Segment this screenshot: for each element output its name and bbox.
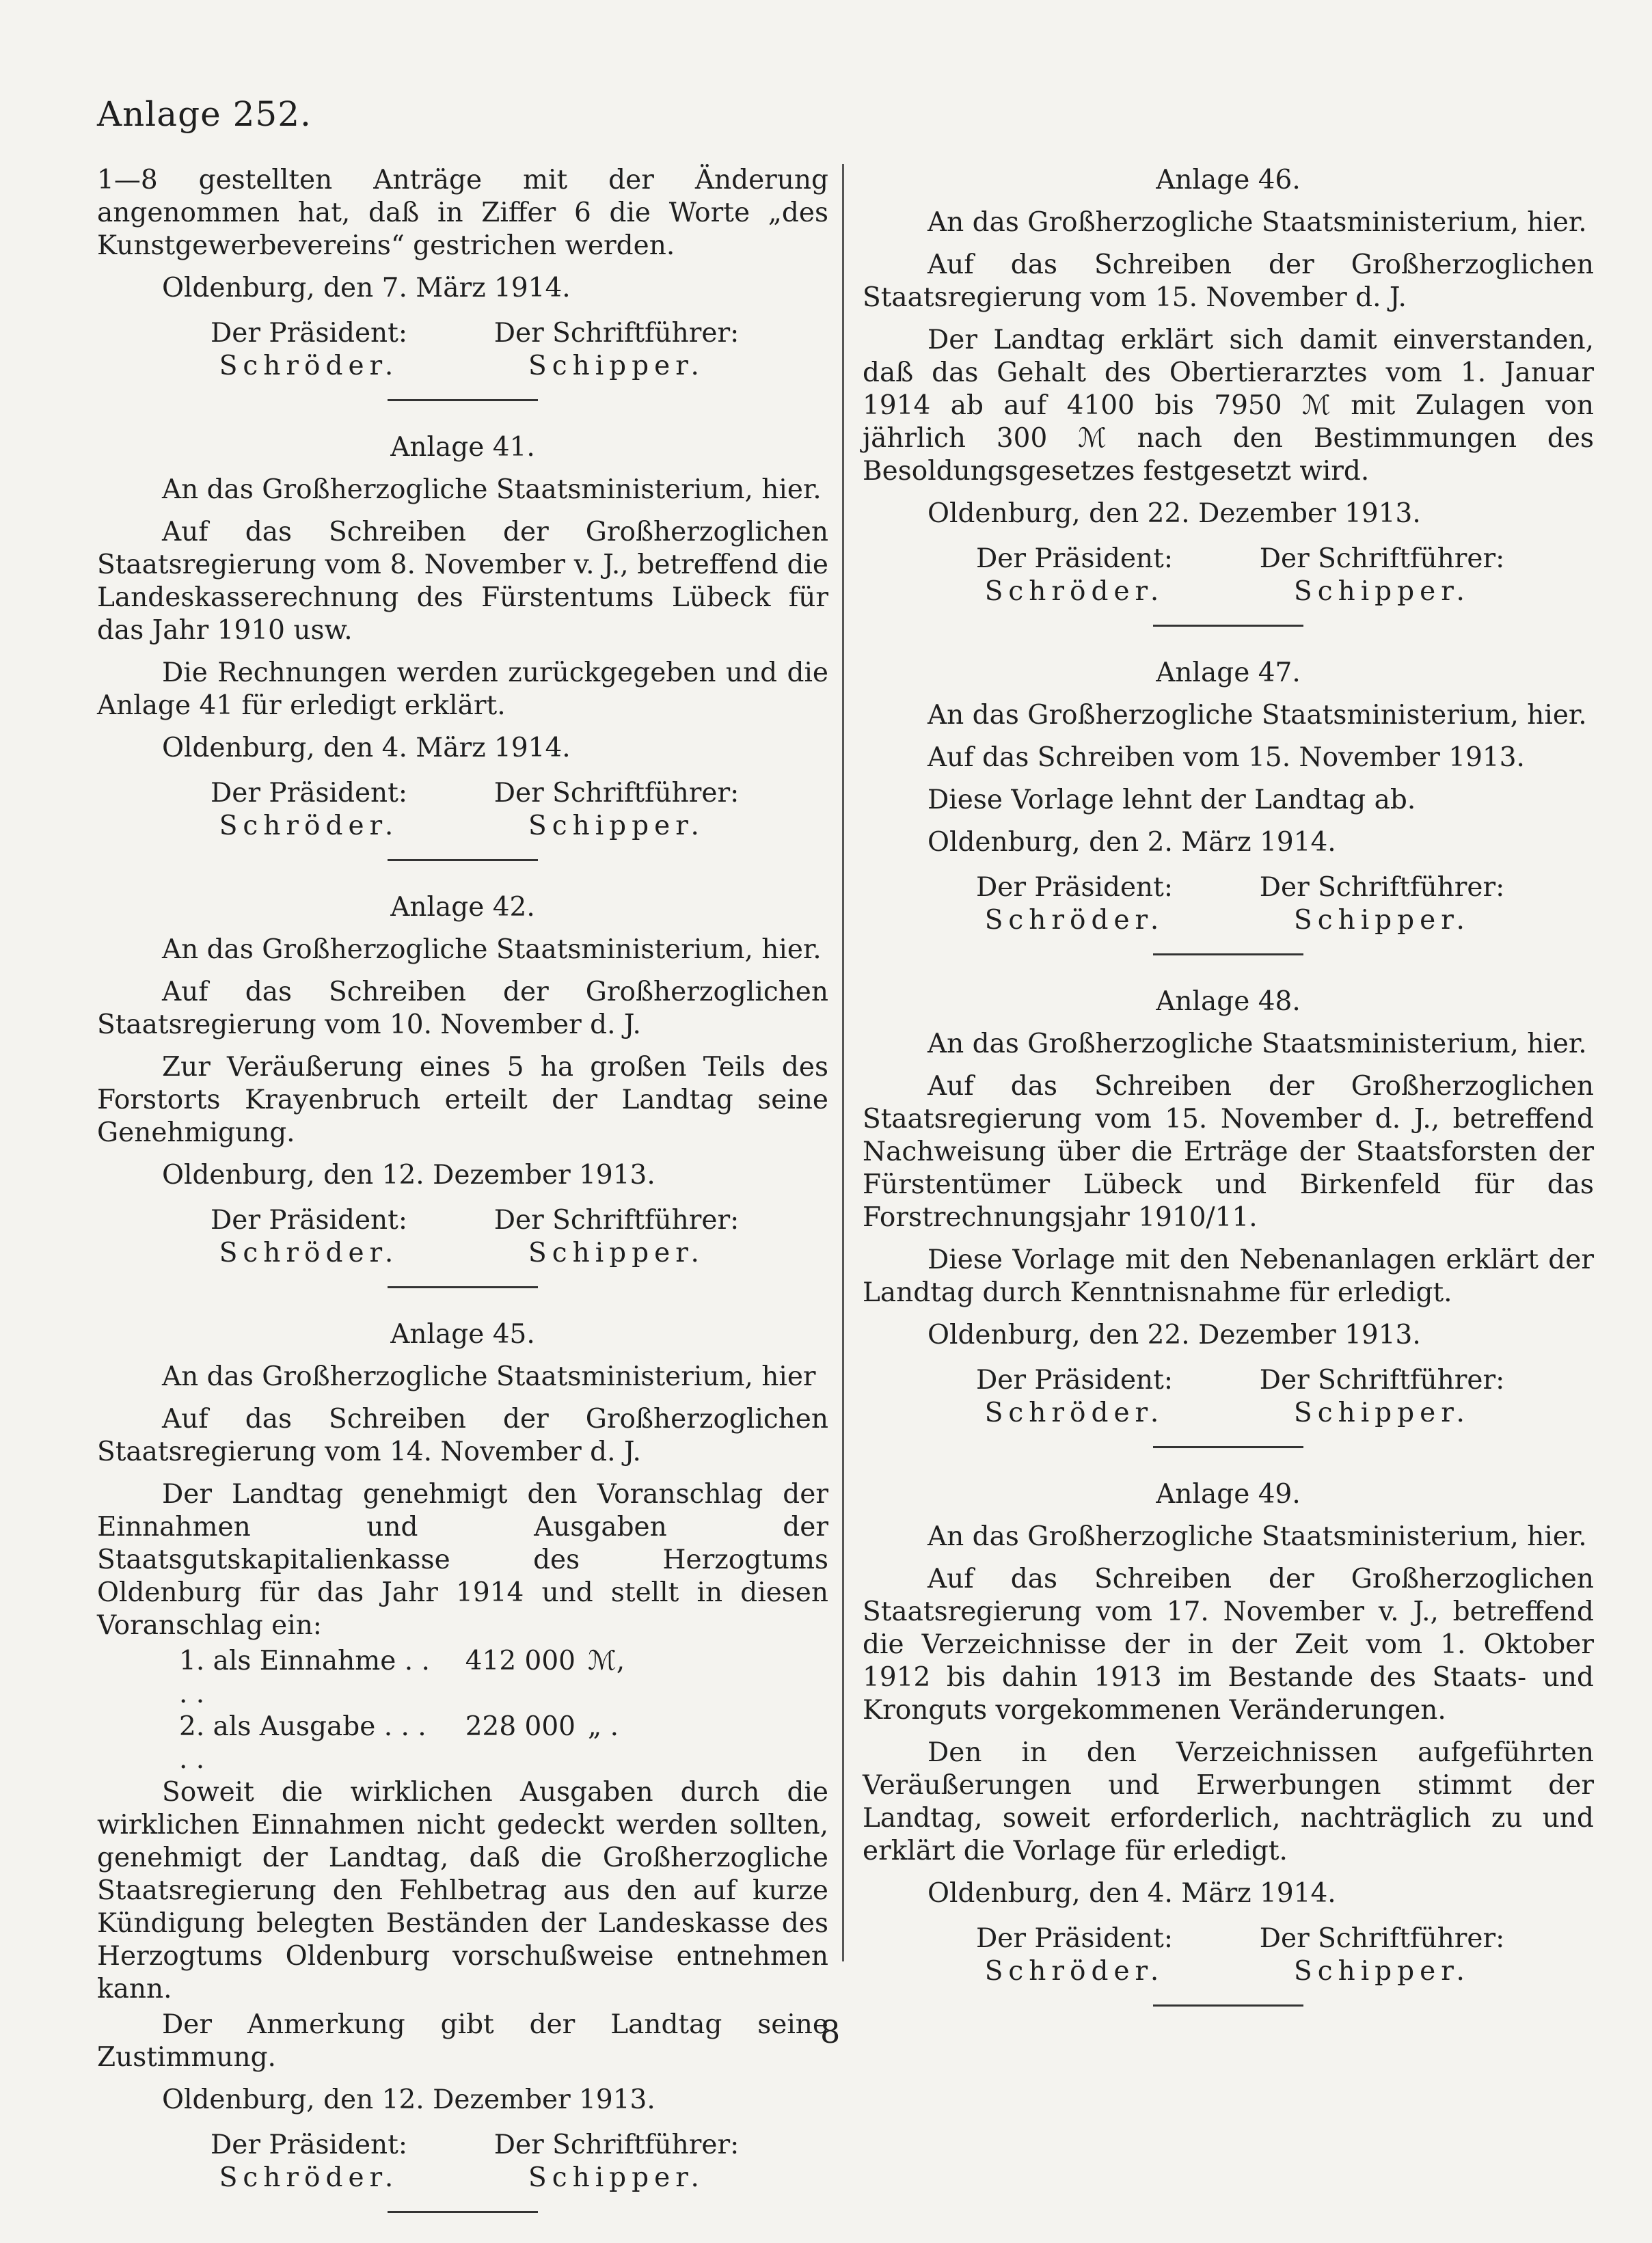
secretary-name: Schipper.: [1294, 1956, 1470, 1987]
date-line: Oldenburg, den 4. März 1914.: [162, 733, 571, 763]
addressee: An das Großherzogliche Staatsministerium, hier.: [162, 474, 822, 505]
signature-names: [97, 1237, 828, 1270]
paragraph: Die Rechnungen werden zurückgegeben und die Anlage 41 für erledigt erklärt.: [97, 657, 828, 721]
addressee: An das Großherzogliche Staatsministerium, hier.: [927, 1029, 1587, 1059]
paragraph: Der Landtag genehmigt den Voranschlag der Einnahmen und Ausgaben der Staatsgutskapitalienkasse des Herzogtums Oldenburg für das Jahr 1914 und stellt in diesen Voranschlag ein:: [97, 1479, 828, 1641]
paragraph: Soweit die wirklichen Ausgaben durch die wirklichen Einnahmen nicht gedeckt werden sollten, genehmigt der Landtag, daß die Großherzogliche Staatsregierung den Fehlbetrag aus den auf kurze Kündigung belegten Beständen der Landeskasse des Herzogtums Oldenburg vorschußweise entnehmen kann.: [97, 1777, 828, 2004]
president-name: Schröder.: [219, 1238, 399, 1268]
secretary-name: Schipper.: [1294, 576, 1470, 607]
secretary-title: Der Schriftführer:: [1259, 872, 1505, 903]
paragraph: Auf das Schreiben der Großherzoglichen Staatsregierung vom 10. November d. J.: [97, 977, 828, 1040]
paragraph: Diese Vorlage lehnt der Landtag ab.: [927, 785, 1416, 815]
secretary-title: Der Schriftführer:: [1259, 1365, 1505, 1396]
paragraph: Der Landtag erklärt sich damit einverstanden, daß das Gehalt des Obertierarztes vom 1. Januar 1914 ab auf 4100 bis 7950 ℳ mit Zulagen von jährlich 300 ℳ nach den Bestimmungen des Besoldungsgesetzes festgesetzt wird.: [863, 325, 1594, 487]
amount-unit: ℳ,: [588, 1646, 625, 1676]
amount-row: [179, 1645, 828, 1711]
addressee: An das Großherzogliche Staatsministerium, hier.: [927, 700, 1587, 731]
section-heading: Anlage 42.: [390, 892, 535, 923]
president-title: Der Präsident:: [976, 1365, 1173, 1396]
section-heading: Anlage 45.: [390, 1319, 535, 1350]
page-number: 8: [820, 2013, 841, 2050]
section-heading: Anlage 49.: [1156, 1479, 1301, 1510]
signature-names: [97, 350, 828, 383]
section-rule: [388, 1286, 538, 1288]
president-title: Der Präsident:: [211, 318, 407, 349]
secretary-title: Der Schriftführer:: [493, 1205, 740, 1236]
paragraph: Den in den Verzeichnissen aufgeführten Veräußerungen und Erwerbungen stimmt der Landtag, soweit erforderlich, nachträglich zu und erklärt die Vorlage für erledigt.: [863, 1737, 1594, 1866]
paragraph: Diese Vorlage mit den Nebenanlagen erklärt der Landtag durch Kenntnisnahme für erledigt.: [863, 1245, 1594, 1308]
left-column: [97, 164, 828, 2243]
section-heading: Anlage 46.: [1156, 165, 1301, 195]
date-line: Oldenburg, den 7. März 1914.: [162, 273, 571, 303]
secretary-title: Der Schriftführer:: [493, 318, 740, 349]
page-header: Anlage 252.: [97, 94, 312, 134]
amount-value: 228 000: [465, 1711, 576, 1742]
secretary-title: Der Schriftführer:: [493, 778, 740, 808]
addressee: An das Großherzogliche Staatsministerium, hier.: [162, 934, 822, 965]
amount-label: 2. als Ausgabe . . . . .: [179, 1711, 426, 1775]
paragraph: Auf das Schreiben der Großherzoglichen Staatsregierung vom 17. November v. J., betreffend die Verzeichnisse der in der Zeit vom 1. Oktober 1912 bis dahin 1913 im Bestande des Staats- und Kronguts vorgekommenen Veränderungen.: [863, 1564, 1594, 1726]
amount-list: [179, 1645, 828, 1776]
signature-names: [863, 1397, 1594, 1430]
date-line: Oldenburg, den 2. März 1914.: [927, 827, 1336, 858]
president-name: Schröder.: [984, 1956, 1165, 1987]
president-name: Schröder.: [219, 351, 399, 381]
president-name: Schröder.: [984, 905, 1165, 936]
secretary-name: Schipper.: [528, 2162, 705, 2193]
amount-row: [179, 1711, 828, 1776]
section-rule: [388, 859, 538, 861]
signature-titles: [97, 2129, 828, 2162]
section-rule: [388, 399, 538, 401]
signature-titles: [863, 1922, 1594, 1955]
right-column: [863, 164, 1594, 2037]
signature-names: [863, 904, 1594, 937]
paragraph: Der Anmerkung gibt der Landtag seine Zustimmung.: [97, 2009, 828, 2073]
signature-names: [97, 810, 828, 843]
secretary-title: Der Schriftführer:: [493, 2130, 740, 2160]
secretary-name: Schipper.: [1294, 1398, 1470, 1428]
president-title: Der Präsident:: [976, 1923, 1173, 1954]
secretary-title: Der Schriftführer:: [1259, 1923, 1505, 1954]
president-title: Der Präsident:: [211, 2130, 407, 2160]
president-name: Schröder.: [219, 2162, 399, 2193]
secretary-name: Schipper.: [528, 351, 705, 381]
amount-unit: „ .: [588, 1711, 619, 1742]
section-rule: [1153, 2004, 1303, 2007]
secretary-name: Schipper.: [1294, 905, 1470, 936]
date-line: Oldenburg, den 22. Dezember 1913.: [927, 498, 1421, 529]
continuation-text: 1—8 gestellten Anträge mit der Änderung angenommen hat, daß in Ziffer 6 die Worte „des Kunstgewerbevereins“ gestrichen werden.: [97, 165, 828, 261]
signature-titles: [97, 1204, 828, 1237]
section-rule: [1153, 953, 1303, 955]
president-title: Der Präsident:: [211, 778, 407, 808]
paragraph: Auf das Schreiben der Großherzoglichen Staatsregierung vom 15. November d. J.: [863, 249, 1594, 313]
paragraph: Auf das Schreiben der Großherzoglichen Staatsregierung vom 8. November v. J., betreffend die Landeskasserechnung des Fürstentums Lübeck für das Jahr 1910 usw.: [97, 517, 828, 646]
addressee: An das Großherzogliche Staatsministerium, hier.: [927, 207, 1587, 238]
signature-titles: [863, 543, 1594, 575]
signature-titles: [863, 1364, 1594, 1397]
signature-names: [97, 2162, 828, 2194]
signature-names: [863, 575, 1594, 608]
section-heading: Anlage 48.: [1156, 986, 1301, 1017]
president-name: Schröder.: [219, 811, 399, 841]
section-rule: [1153, 625, 1303, 627]
president-name: Schröder.: [984, 1398, 1165, 1428]
date-line: Oldenburg, den 12. Dezember 1913.: [162, 2084, 655, 2115]
signature-titles: [97, 317, 828, 350]
paragraph: Auf das Schreiben der Großherzoglichen Staatsregierung vom 14. November d. J.: [97, 1404, 828, 1467]
paragraph: Zur Veräußerung eines 5 ha großen Teils des Forstorts Krayenbruch erteilt der Landtag seine Genehmigung.: [97, 1052, 828, 1148]
president-title: Der Präsident:: [976, 872, 1173, 903]
secretary-name: Schipper.: [528, 1238, 705, 1268]
section-rule: [1153, 1446, 1303, 1448]
column-divider: [842, 164, 844, 1961]
addressee: An das Großherzogliche Staatsministerium, hier.: [927, 1521, 1587, 1552]
president-name: Schröder.: [984, 576, 1165, 607]
secretary-name: Schipper.: [528, 811, 705, 841]
amount-label: 1. als Einnahme . . . .: [179, 1646, 430, 1709]
section-heading: Anlage 41.: [390, 432, 535, 463]
signature-titles: [97, 777, 828, 810]
date-line: Oldenburg, den 4. März 1914.: [927, 1878, 1336, 1909]
date-line: Oldenburg, den 12. Dezember 1913.: [162, 1160, 655, 1191]
signature-names: [863, 1955, 1594, 1988]
secretary-title: Der Schriftführer:: [1259, 543, 1505, 574]
signature-titles: [863, 871, 1594, 904]
section-rule: [388, 2211, 538, 2213]
addressee: An das Großherzogliche Staatsministerium, hier: [162, 1361, 816, 1392]
date-line: Oldenburg, den 22. Dezember 1913.: [927, 1320, 1421, 1350]
president-title: Der Präsident:: [211, 1205, 407, 1236]
section-heading: Anlage 47.: [1156, 657, 1301, 688]
paragraph: Auf das Schreiben vom 15. November 1913.: [927, 742, 1525, 773]
paragraph: Auf das Schreiben der Großherzoglichen Staatsregierung vom 15. November d. J., betreffend Nachweisung über die Erträge der Staatsforsten der Fürstentümer Lübeck und Birkenfeld für das Forstrechnungsjahr 1910/11.: [863, 1071, 1594, 1233]
president-title: Der Präsident:: [976, 543, 1173, 574]
amount-value: 412 000: [465, 1646, 576, 1676]
